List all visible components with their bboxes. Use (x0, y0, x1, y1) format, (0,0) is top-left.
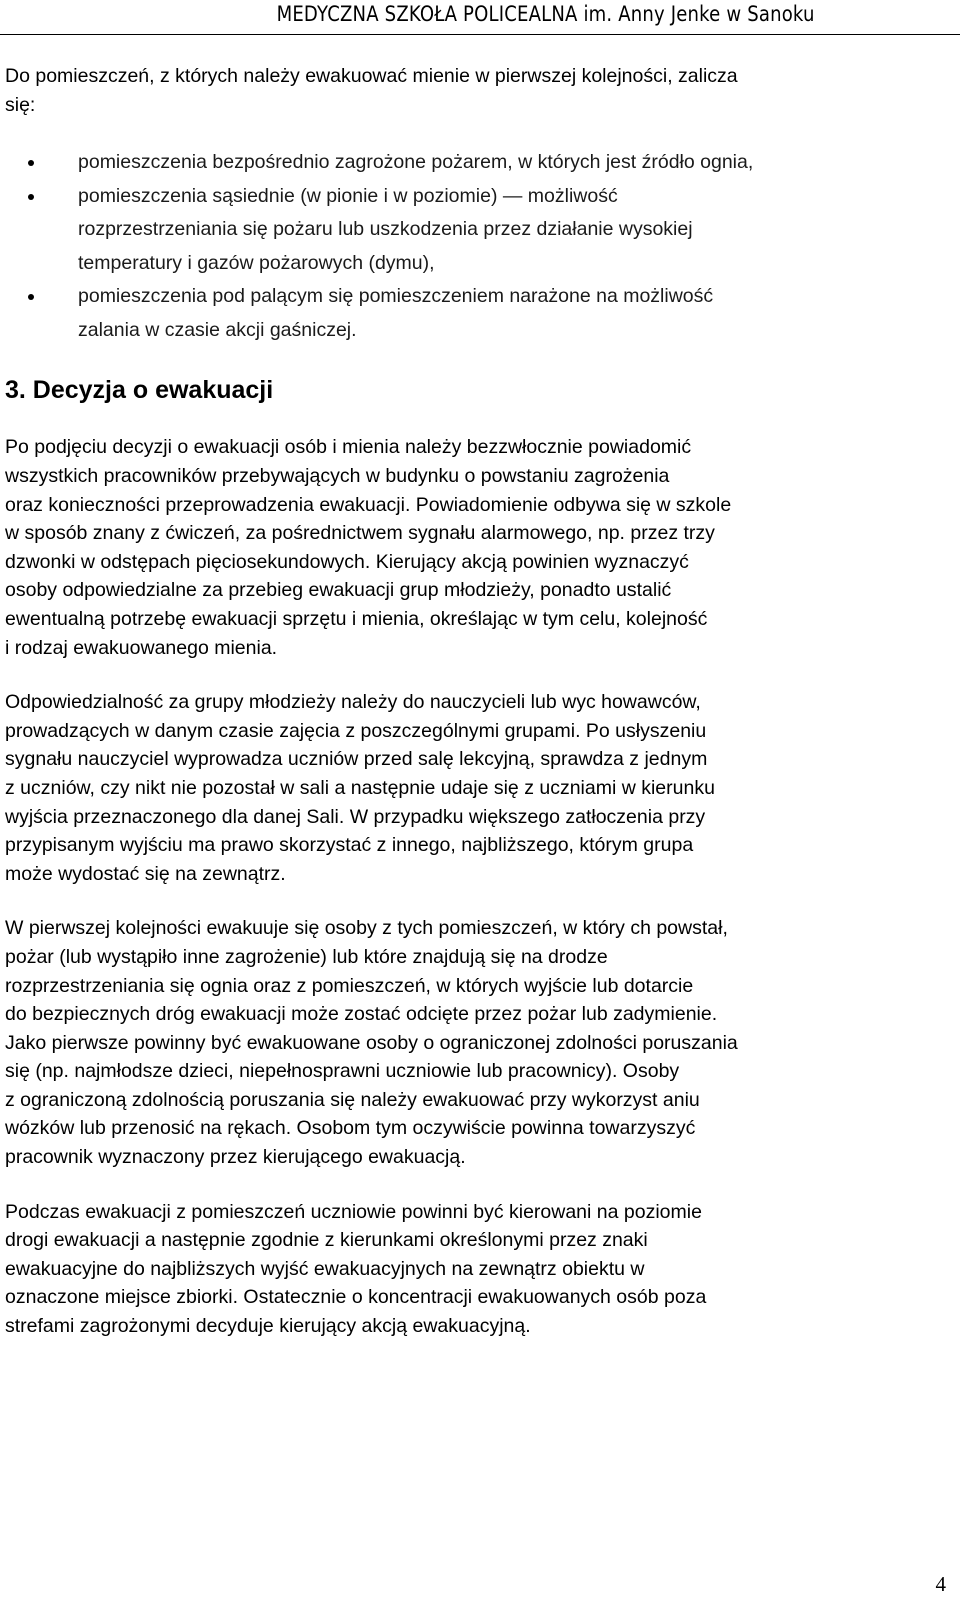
paragraph-line: Po podjęciu decyzji o ewakuacji osób i mienia należy bezzwłocznie powiadomić (5, 436, 692, 459)
section-heading: 3. Decyzja o ewakuacji (5, 376, 274, 405)
intro-paragraph (5, 62, 950, 120)
paragraph-line: osoby odpowiedzialne za przebieg ewakuacji grup młodzieży, ponadto ustalić (5, 579, 672, 602)
paragraph-priority (5, 914, 950, 1171)
document-body (5, 62, 950, 1341)
paragraph-line: w sposób znany z ćwiczeń, za pośrednictwem sygnału alarmowego, np. przez trzy (5, 522, 715, 545)
intro-line: Do pomieszczeń, z których należy ewakuować mienie w pierwszej kolejności, zalicza (5, 65, 738, 87)
paragraph-line: Jako pierwsze powinny być ewakuowane osoby o ograniczonej zdolności poruszania (5, 1031, 738, 1054)
paragraph-line: z uczniów, czy nikt nie pozostał w sali a następnie udaje się z uczniami w kierunku (5, 776, 715, 799)
paragraph-notification (5, 433, 950, 662)
page-number: 4 (935, 1572, 946, 1596)
bullet-item-continuation: temperatury i gazów pożarowych (dymu), (78, 251, 435, 274)
paragraph-line: wózków lub przenosić na rękach. Osobom tym oczywiście powinna towarzyszyć (5, 1117, 696, 1140)
bullet-item: pomieszczenia bezpośrednio zagrożone pożarem, w których jest źródło ognia, (5, 146, 950, 180)
paragraph-line: i rodzaj ewakuowanego mienia. (5, 636, 278, 659)
paragraph-line: wszystkich pracowników przebywających w budynku o powstaniu zagrożenia (5, 465, 670, 487)
header-title: MEDYCZNA SZKOŁA POLICEALNA im. Anny Jenke w Sanoku (276, 2, 815, 26)
bullet-item-continuation: rozprzestrzeniania się pożaru lub uszkodzenia przez działanie wysokiej (78, 218, 693, 241)
paragraph-line: drogi ewakuacji a następnie zgodnie z kierunkami określonymi przez znaki (5, 1229, 648, 1252)
paragraph-line: rozprzestrzeniania się ognia oraz z pomieszczeń, w których wyjście lub dotarcie (5, 974, 694, 997)
paragraph-line: oraz konieczności przeprowadzenia ewakuacji. Powiadomienie odbywa się w szkole (5, 493, 732, 516)
bullet-list (5, 146, 950, 347)
paragraph-line: z ograniczoną zdolnością poruszania się należy ewakuować przy wykorzyst aniu (5, 1088, 700, 1111)
intro-line: się: (5, 94, 36, 117)
paragraph-line: W pierwszej kolejności ewakuuje się osoby z tych pomieszczeń, w który ch powstał, (5, 917, 728, 940)
paragraph-line: sygnału nauczyciel wyprowadza uczniów przed salę lekcyjną, sprawdza z jednym (5, 748, 708, 771)
bullet-item: pomieszczenia sąsiednie (w pionie i w poziomie) — możliwość (5, 180, 950, 214)
paragraph-line: do bezpiecznych dróg ewakuacji może zostać odcięte przez pożar lub zadymienie. (5, 1003, 718, 1026)
paragraph-line: pożar (lub wystąpiło inne zagrożenie) lub które znajdują się na drodze (5, 945, 608, 968)
paragraph-responsibility (5, 688, 950, 888)
bullet-item-continuation: zalania w czasie akcji gaśniczej. (78, 318, 357, 341)
paragraph-line: ewentualną potrzebę ewakuacji sprzętu i mienia, określając w tym celu, kolejność (5, 607, 708, 630)
paragraph-line: ewakuacyjne do najbliższych wyjść ewakuacyjnych na zewnątrz obiektu w (5, 1257, 645, 1280)
paragraph-line: może wydostać się na zewnątrz. (5, 862, 286, 885)
paragraph-line: wyjścia przeznaczonego dla danej Sali. W przypadku większego zatłoczenia przy (5, 805, 706, 828)
paragraph-line: strefami zagrożonymi decyduje kierujący akcją ewakuacyjną. (5, 1315, 531, 1338)
paragraph-line: prowadzących w danym czasie zajęcia z poszczególnymi grupami. Po usłyszeniu (5, 719, 707, 742)
paragraph-line: Podczas ewakuacji z pomieszczeń uczniowie powinni być kierowani na poziomie (5, 1200, 702, 1223)
paragraph-route (5, 1198, 950, 1341)
paragraph-line: oznaczone miejsce zbiorki. Ostatecznie o koncentracji ewakuowanych osób poza (5, 1286, 707, 1309)
paragraph-line: Odpowiedzialność za grupy młodzieży należy do nauczycieli lub wyc howawców, (5, 691, 701, 714)
bullet-item: pomieszczenia pod palącym się pomieszczeniem narażone na możliwość (5, 280, 950, 314)
page-header (0, 0, 960, 35)
paragraph-line: dzwonki w odstępach pięciosekundowych. Kierujący akcją powinien wyznaczyć (5, 550, 689, 573)
paragraph-line: pracownik wyznaczony przez kierującego ewakuacją. (5, 1146, 466, 1169)
paragraph-line: się (np. najmłodsze dzieci, niepełnosprawni uczniowie lub pracownicy). Osoby (5, 1060, 680, 1083)
paragraph-line: przypisanym wyjściu ma prawo skorzystać z innego, najbliższego, którym grupa (5, 834, 694, 857)
